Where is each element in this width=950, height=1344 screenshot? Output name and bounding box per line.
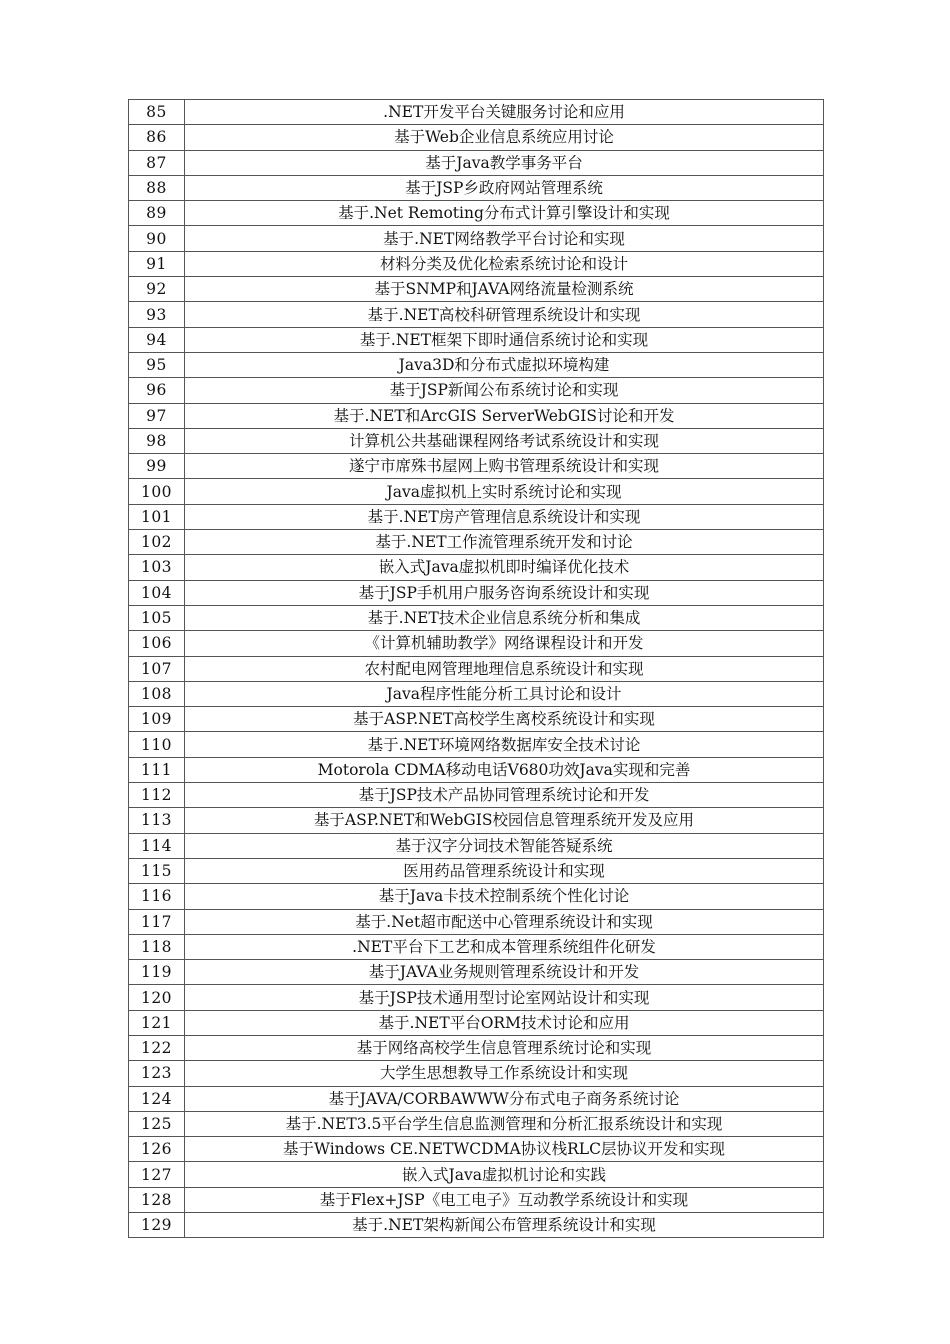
row-title: 嵌入式Java虚拟机讨论和实践 [185, 1162, 824, 1187]
row-title: 基于.NET技术企业信息系统分析和集成 [185, 605, 824, 630]
row-title: 基于网络高校学生信息管理系统讨论和实现 [185, 1035, 824, 1060]
row-title: 基于.NET和ArcGIS ServerWebGIS讨论和开发 [185, 403, 824, 428]
row-number: 124 [129, 1086, 185, 1111]
table-row [129, 1213, 824, 1238]
row-number: 108 [129, 681, 185, 706]
table-row [129, 530, 824, 555]
row-title: 嵌入式Java虚拟机即时编译优化技术 [185, 555, 824, 580]
row-number: 109 [129, 707, 185, 732]
row-title: 基于JSP新闻公布系统讨论和实现 [185, 378, 824, 403]
row-number: 101 [129, 504, 185, 529]
row-number: 106 [129, 631, 185, 656]
table-row [129, 631, 824, 656]
table-row [129, 352, 824, 377]
row-number: 123 [129, 1061, 185, 1086]
table-row [129, 504, 824, 529]
table-row [129, 656, 824, 681]
row-number: 122 [129, 1035, 185, 1060]
row-number: 125 [129, 1111, 185, 1136]
row-number: 98 [129, 428, 185, 453]
row-title: 基于JSP技术通用型讨论室网站设计和实现 [185, 985, 824, 1010]
table-row [129, 732, 824, 757]
table-row [129, 555, 824, 580]
table-row [129, 985, 824, 1010]
row-title: Java程序性能分析工具讨论和设计 [185, 681, 824, 706]
row-number: 126 [129, 1137, 185, 1162]
table-row [129, 580, 824, 605]
topic-table [128, 99, 824, 1238]
row-title: 基于JSP乡政府网站管理系统 [185, 175, 824, 200]
row-title: 基于ASP.NET高校学生离校系统设计和实现 [185, 707, 824, 732]
row-number: 128 [129, 1187, 185, 1212]
row-title: 基于.NET房产管理信息系统设计和实现 [185, 504, 824, 529]
row-title: 大学生思想教导工作系统设计和实现 [185, 1061, 824, 1086]
table-row [129, 1035, 824, 1060]
row-number: 85 [129, 100, 185, 125]
table-row [129, 175, 824, 200]
row-number: 114 [129, 833, 185, 858]
row-number: 116 [129, 884, 185, 909]
table-row [129, 302, 824, 327]
topic-table-body [129, 100, 824, 1238]
table-row [129, 428, 824, 453]
row-title: 材料分类及优化检索系统讨论和设计 [185, 251, 824, 276]
row-number: 95 [129, 352, 185, 377]
row-title: 基于JSP技术产品协同管理系统讨论和开发 [185, 783, 824, 808]
table-row [129, 1010, 824, 1035]
row-number: 118 [129, 934, 185, 959]
row-number: 105 [129, 605, 185, 630]
row-title: 基于Java教学事务平台 [185, 150, 824, 175]
row-number: 102 [129, 530, 185, 555]
row-title: 基于JSP手机用户服务咨询系统设计和实现 [185, 580, 824, 605]
row-number: 121 [129, 1010, 185, 1035]
row-title: 基于Flex+JSP《电工电子》互动教学系统设计和实现 [185, 1187, 824, 1212]
row-title: 基于.NET平台ORM技术讨论和应用 [185, 1010, 824, 1035]
row-number: 92 [129, 277, 185, 302]
table-row [129, 1086, 824, 1111]
row-number: 115 [129, 858, 185, 883]
row-number: 111 [129, 757, 185, 782]
row-title: Motorola CDMA移动电话V680功效Java实现和完善 [185, 757, 824, 782]
table-row [129, 226, 824, 251]
table-row [129, 327, 824, 352]
row-number: 89 [129, 201, 185, 226]
table-row [129, 1137, 824, 1162]
row-number: 93 [129, 302, 185, 327]
table-row [129, 808, 824, 833]
table-row [129, 378, 824, 403]
row-number: 90 [129, 226, 185, 251]
row-number: 107 [129, 656, 185, 681]
table-row [129, 1162, 824, 1187]
row-title: 基于JAVA/CORBAWWW分布式电子商务系统讨论 [185, 1086, 824, 1111]
row-number: 100 [129, 479, 185, 504]
table-row [129, 125, 824, 150]
table-row [129, 479, 824, 504]
table-row [129, 251, 824, 276]
table-row [129, 858, 824, 883]
row-number: 87 [129, 150, 185, 175]
row-title: 基于.Net Remoting分布式计算引擎设计和实现 [185, 201, 824, 226]
row-number: 113 [129, 808, 185, 833]
row-title: 基于.NET网络教学平台讨论和实现 [185, 226, 824, 251]
row-number: 129 [129, 1213, 185, 1238]
row-number: 94 [129, 327, 185, 352]
table-row [129, 909, 824, 934]
table-row [129, 1061, 824, 1086]
row-title: 计算机公共基础课程网络考试系统设计和实现 [185, 428, 824, 453]
row-number: 110 [129, 732, 185, 757]
table-row [129, 100, 824, 125]
row-title: 基于SNMP和JAVA网络流量检测系统 [185, 277, 824, 302]
table-row [129, 833, 824, 858]
row-number: 104 [129, 580, 185, 605]
row-title: 基于.NET框架下即时通信系统讨论和实现 [185, 327, 824, 352]
row-title: 《计算机辅助教学》网络课程设计和开发 [185, 631, 824, 656]
table-row [129, 605, 824, 630]
row-title: 基于.Net超市配送中心管理系统设计和实现 [185, 909, 824, 934]
table-row [129, 454, 824, 479]
table-row [129, 783, 824, 808]
row-title: 基于Java卡技术控制系统个性化讨论 [185, 884, 824, 909]
row-number: 96 [129, 378, 185, 403]
row-number: 91 [129, 251, 185, 276]
row-title: Java3D和分布式虚拟环境构建 [185, 352, 824, 377]
table-row [129, 707, 824, 732]
row-title: 医用药品管理系统设计和实现 [185, 858, 824, 883]
table-row [129, 934, 824, 959]
row-title: 农村配电网管理地理信息系统设计和实现 [185, 656, 824, 681]
row-title: 基于JAVA业务规则管理系统设计和开发 [185, 960, 824, 985]
table-row [129, 201, 824, 226]
row-number: 127 [129, 1162, 185, 1187]
row-title: 基于Windows CE.NETWCDMA协议栈RLC层协议开发和实现 [185, 1137, 824, 1162]
table-row [129, 681, 824, 706]
row-title: 基于.NET高校科研管理系统设计和实现 [185, 302, 824, 327]
row-number: 88 [129, 175, 185, 200]
row-number: 119 [129, 960, 185, 985]
row-number: 112 [129, 783, 185, 808]
table-row [129, 277, 824, 302]
row-number: 86 [129, 125, 185, 150]
row-number: 120 [129, 985, 185, 1010]
table-row [129, 757, 824, 782]
row-number: 103 [129, 555, 185, 580]
row-title: .NET平台下工艺和成本管理系统组件化研发 [185, 934, 824, 959]
row-title: 基于.NET工作流管理系统开发和讨论 [185, 530, 824, 555]
table-row [129, 150, 824, 175]
row-title: .NET开发平台关键服务讨论和应用 [185, 100, 824, 125]
row-title: 基于.NET3.5平台学生信息监测管理和分析汇报系统设计和实现 [185, 1111, 824, 1136]
table-row [129, 1187, 824, 1212]
row-title: 遂宁市席殊书屋网上购书管理系统设计和实现 [185, 454, 824, 479]
table-row [129, 1111, 824, 1136]
row-title: Java虚拟机上实时系统讨论和实现 [185, 479, 824, 504]
table-row [129, 884, 824, 909]
row-title: 基于.NET环境网络数据库安全技术讨论 [185, 732, 824, 757]
table-row [129, 403, 824, 428]
row-number: 97 [129, 403, 185, 428]
row-number: 117 [129, 909, 185, 934]
row-title: 基于ASP.NET和WebGIS校园信息管理系统开发及应用 [185, 808, 824, 833]
row-title: 基于.NET架构新闻公布管理系统设计和实现 [185, 1213, 824, 1238]
row-title: 基于Web企业信息系统应用讨论 [185, 125, 824, 150]
row-number: 99 [129, 454, 185, 479]
row-title: 基于汉字分词技术智能答疑系统 [185, 833, 824, 858]
table-row [129, 960, 824, 985]
